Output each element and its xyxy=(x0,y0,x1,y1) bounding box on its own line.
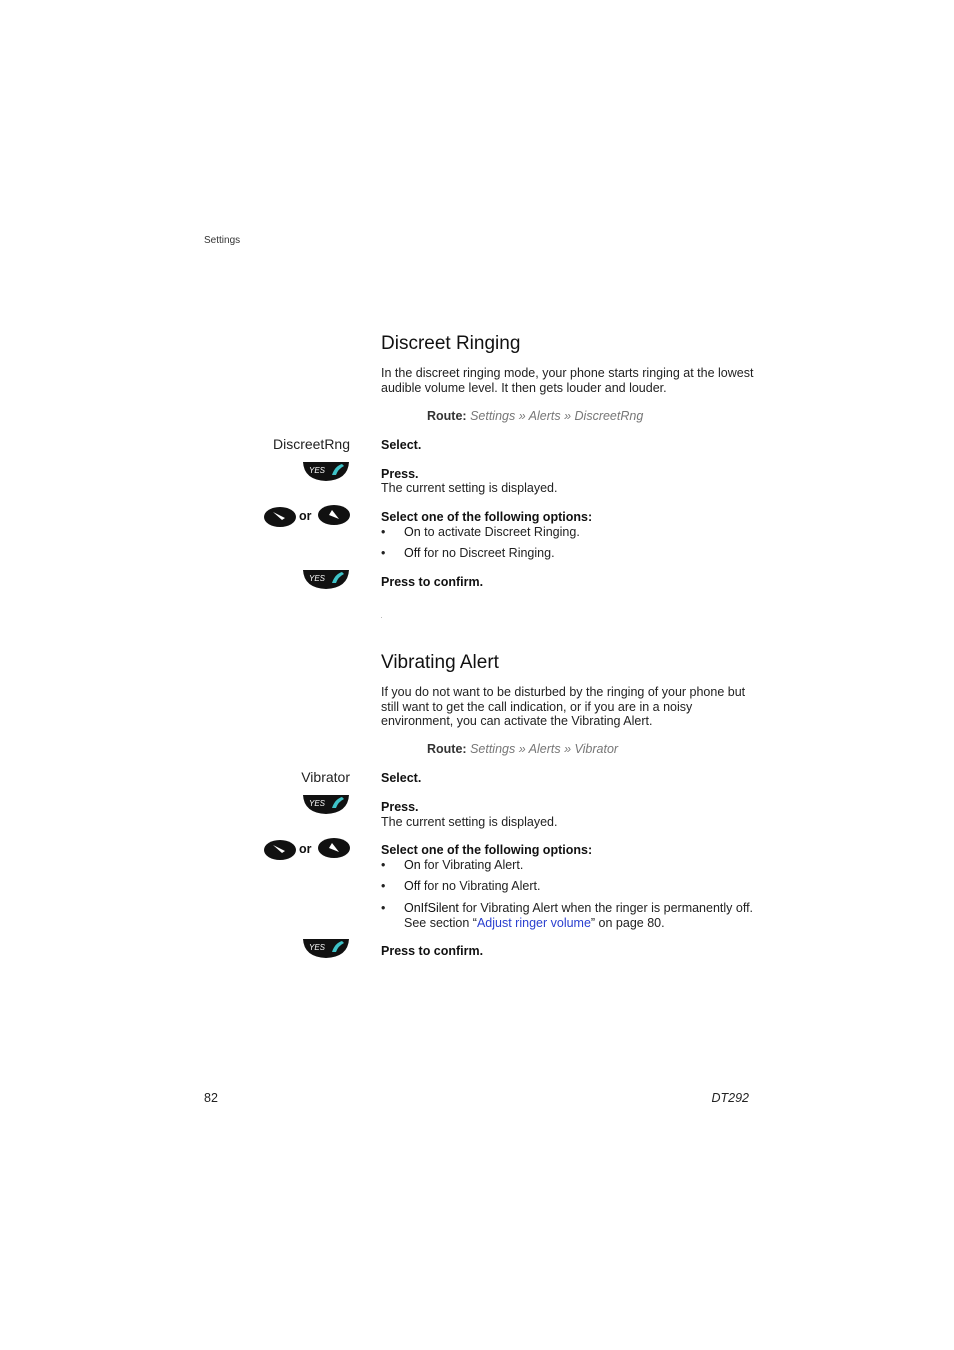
option-key: On xyxy=(404,858,421,872)
press-description: The current setting is displayed. xyxy=(381,481,558,495)
yes-call-key-icon xyxy=(302,793,350,815)
navigation-keys xyxy=(262,838,352,862)
step-press: Press. xyxy=(381,800,419,814)
step-press: Press. xyxy=(381,467,419,481)
step-options: Select one of the following options: xyxy=(381,843,593,857)
vibrating-alert-title: Vibrating Alert xyxy=(381,652,499,673)
menu-label-vibrator: Vibrator xyxy=(301,769,350,785)
step-select: Select. xyxy=(381,771,422,785)
option-desc: for no Discreet Ringing. xyxy=(420,546,555,560)
bullet: • xyxy=(381,901,386,915)
step-select: Select. xyxy=(381,438,422,452)
menu-label-discreetrng: DiscreetRng xyxy=(272,436,350,452)
route-path: Settings » Alerts » Vibrator xyxy=(470,742,619,756)
option-desc: for Vibrating Alert when the ringer is permanently off. xyxy=(458,901,754,915)
model-name: DT292 xyxy=(711,1091,749,1105)
option-key: Off xyxy=(404,879,421,893)
yes-key-label: YES xyxy=(309,799,326,808)
yes-key-label: YES xyxy=(309,574,326,583)
yes-call-key-icon xyxy=(302,460,350,482)
adjust-ringer-volume-link[interactable]: Adjust ringer volume xyxy=(476,916,591,930)
yes-call-key-icon xyxy=(302,568,350,590)
route-label: Route: xyxy=(427,409,467,423)
yes-key-label: YES xyxy=(309,466,326,475)
navigation-up-key-icon xyxy=(316,837,352,861)
press-description: The current setting is displayed. xyxy=(381,815,558,829)
option-key: On xyxy=(404,525,421,539)
bullet: • xyxy=(381,879,386,893)
divider-mark xyxy=(381,617,382,618)
option-desc: for no Vibrating Alert. xyxy=(420,879,541,893)
vibrating-route xyxy=(427,742,618,756)
yes-key-label: YES xyxy=(309,943,326,952)
navigation-up-key-icon xyxy=(316,504,352,528)
bullet: • xyxy=(381,525,386,539)
navigation-down-key-icon xyxy=(262,505,298,529)
route-label: Route: xyxy=(427,742,467,756)
option-desc: to activate Discreet Ringing. xyxy=(420,525,580,539)
see-section-prefix: See section “ xyxy=(404,916,477,930)
discreet-intro: In the discreet ringing mode, your phone starts ringing at the lowest audible volume level. It then gets louder and louder. xyxy=(381,366,754,395)
discreet-ringing-title: Discreet Ringing xyxy=(381,333,521,354)
navigation-down-key-icon xyxy=(262,838,298,862)
route-path: Settings » Alerts » DiscreetRng xyxy=(470,409,644,423)
bullet: • xyxy=(381,546,386,560)
step-confirm: Press to confirm. xyxy=(381,944,484,958)
discreet-route xyxy=(427,409,643,423)
or-text: or xyxy=(299,509,312,523)
option-key: OnIfSilent xyxy=(404,901,459,915)
vibrating-intro: If you do not want to be disturbed by the ringing of your phone but still want to get the call indication, or if you are in a noisy environment, you can activate the Vibrating Alert. xyxy=(381,685,746,728)
navigation-keys xyxy=(262,505,352,529)
step-confirm: Press to confirm. xyxy=(381,575,484,589)
or-text: or xyxy=(299,842,312,856)
yes-call-key-icon xyxy=(302,937,350,959)
option-desc: for Vibrating Alert. xyxy=(420,858,524,872)
page-number: 82 xyxy=(204,1091,218,1105)
option-key: Off xyxy=(404,546,421,560)
bullet: • xyxy=(381,858,386,872)
running-header: Settings xyxy=(204,235,241,246)
see-section-suffix: ” on page 80. xyxy=(590,916,665,930)
step-options: Select one of the following options: xyxy=(381,510,593,524)
